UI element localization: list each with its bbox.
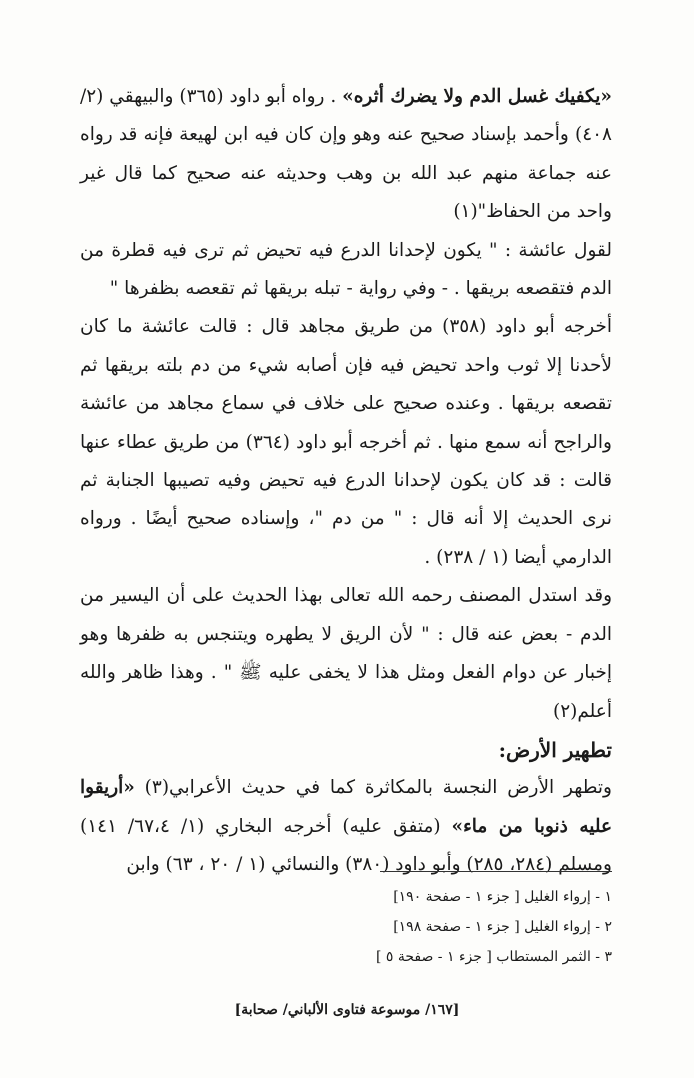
paragraph-4: وقد استدل المصنف رحمه الله تعالى بهذا الحديث على أن اليسير من الدم - بعض عنه قال : " لأن الريق لا يطهره ويتنجس به ظفرها وهو إخبار عن دوام الفعل ومثل هذا لا يخفى عليه ﷺ " . وهذا ظاهر والله أعلم(٢)	[80, 585, 612, 722]
paragraph-2: لقول عائشة : " يكون لإحدانا الدرع فيه تحيض ثم ترى فيه قطرة من الدم فتقصعه بريقها . - وفي رواية - تبله بريقها ثم تقعصه بظفرها "	[80, 239, 612, 300]
paragraph-5	[80, 769, 612, 884]
quote-hadith-1: «يكفيك غسل الدم ولا يضرك أثره»	[342, 86, 612, 107]
section-heading: تطهير الأرض:	[498, 737, 612, 762]
page-footer: [١٦٧/ موسوعة فتاوى الألباني/ صحابة]	[234, 1002, 460, 1018]
footnote-2: ٢ - إرواء الغليل [ جزء ١ - صفحة ١٩٨]	[393, 919, 612, 935]
paragraph-1-text: . رواه أبو داود (٣٦٥) والبيهقي (٢/ ٤٠٨) وأحمد بإسناد صحيح عنه وهو وإن كان فيه ابن لهيعة فإنه قد رواه عنه جماعة منهم عبد الله بن وهب وحديثه عنه صحيح كما قال غير واحد من الحفاظ"(١)	[80, 86, 612, 223]
paragraph-5-text-2: (متفق عليه) أخرجه البخاري (١/ ٦٧،٤/ ١٤١) ومسلم (٢٨٤، ٢٨٥) وأبو داود (٣٨٠) والنسائي (١ / ٢٠ ، ٦٣) وابن	[80, 815, 612, 876]
paragraph-5-text-1: وتطهر الأرض النجسة بالمكاثرة كما في حديث الأعرابي(٣)	[144, 777, 612, 799]
footnote-3: ٣ - الثمر المستطاب [ جزء ١ - صفحة ٥ ]	[375, 949, 612, 965]
main-text	[80, 78, 612, 885]
footnote-1: ١ - إرواء الغليل [ جزء ١ - صفحة ١٩٠]	[393, 889, 612, 905]
footnotes	[376, 882, 612, 972]
quote-hadith-2: «أريقوا عليه ذنوبا من ماء»	[80, 777, 613, 837]
footnote-divider	[380, 871, 612, 872]
paragraph-1	[80, 78, 612, 232]
paragraph-3: أخرجه أبو داود (٣٥٨) من طريق مجاهد قال : قالت عائشة ما كان لأحدنا إلا ثوب واحد تحيض فيه فإن أصابه شيء من دم بلته بريقها ثم تقصعه بريقها . وعنده صحيح على خلاف في سماع مجاهد من عائشة والراجح أنه سمع منها . ثم أخرجه أبو داود (٣٦٤) من طريق عطاء عنها قالت : قد كان يكون لإحدانا الدرع فيه تحيض وفيه تصيبها الجنابة ثم نرى الحديث إلا أنه قال : " من دم "، وإسناده صحيح أيضًا . ورواه الدارمي أيضا (١ / ٢٣٨) .	[80, 316, 612, 568]
